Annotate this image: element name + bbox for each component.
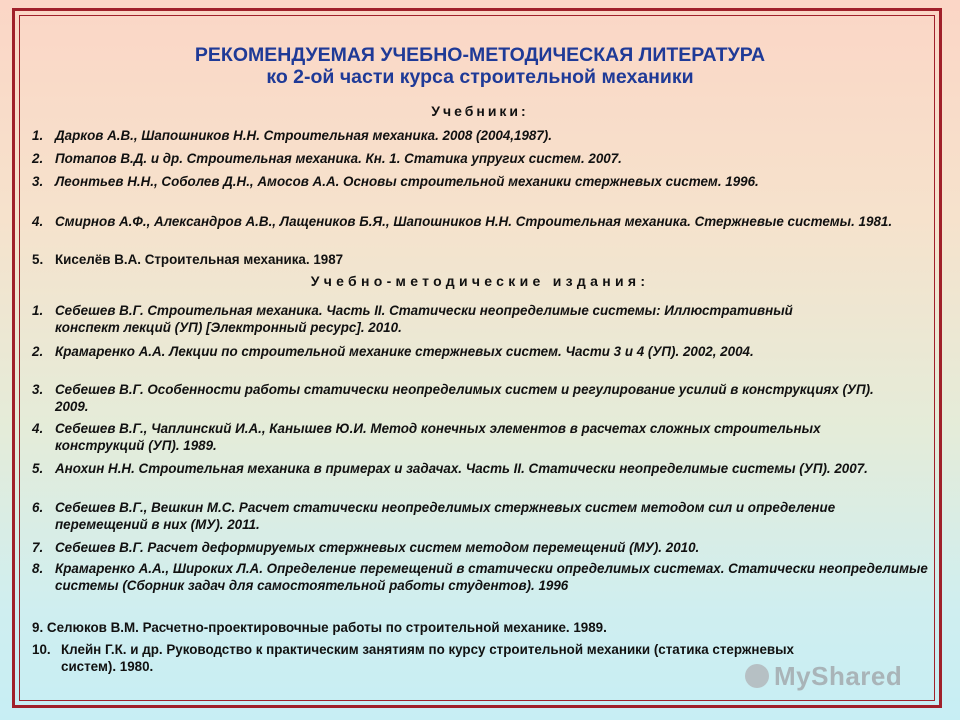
page-title: РЕКОМЕНДУЕМАЯ УЧЕБНО-МЕТОДИЧЕСКАЯ ЛИТЕРАТУРА — [194, 44, 766, 66]
item-number: 9. — [32, 620, 44, 635]
methodical-heading: Учебно-методические издания: — [310, 273, 650, 289]
item-number: 6. — [32, 500, 44, 515]
methodical-item — [32, 420, 912, 454]
item-number: 3. — [32, 382, 44, 397]
item-text: Себешев В.Г. Расчет деформируемых стержневых систем методом перемещений (МУ). 2010. — [55, 540, 700, 555]
item-text: Себешев В.Г., Чаплинский И.А., Канышев Ю.И. Метод конечных элементов в расчетах сложных строительных конструкций (УП). 1989. — [55, 421, 821, 453]
textbooks-heading: Учебники: — [431, 103, 529, 119]
item-number: 7. — [32, 540, 44, 555]
item-text: Смирнов А.Ф., Александров А.В., Лащеников Б.Я., Шапошников Н.Н. Строительная механика. Стержневые системы. 1981. — [55, 214, 893, 229]
watermark: MyShared — [774, 661, 903, 691]
item-number: 8. — [32, 561, 44, 576]
item-number: 10. — [32, 642, 51, 657]
textbook-item — [32, 150, 932, 167]
item-number: 4. — [32, 421, 44, 436]
textbook-item — [32, 173, 852, 190]
item-text: Себешев В.Г., Вешкин М.С. Расчет статически неопределимых стержневых систем методом сил и определение перемещений в них (МУ). 2011. — [55, 500, 836, 532]
methodical-item — [32, 539, 932, 556]
textbook-item — [32, 251, 932, 268]
item-text: Себешев В.Г. Строительная механика. Часть II. Статически неопределимые системы: Иллюстративный конспект лекций (УП) [Электронный ресурс]. 2010. — [55, 303, 793, 335]
methodical-item — [32, 619, 932, 636]
page-subtitle: ко 2-ой части курса строительной механики — [266, 66, 694, 88]
item-text: Дарков А.В., Шапошников Н.Н. Строительная механика. 2008 (2004,1987). — [55, 128, 552, 143]
item-number: 3. — [32, 174, 44, 189]
item-number: 4. — [32, 214, 44, 229]
item-text: Крамаренко А.А., Широких Л.А. Определение перемещений в статически определимых системах. Статически неопределимые системы (Сборник задач для самостоятельной работы студентов). 1996 — [55, 561, 928, 593]
item-number: 5. — [32, 252, 44, 267]
item-text: Себешев В.Г. Особенности работы статически неопределимых систем и регулирование усилий в конструкциях (УП). 2009. — [55, 382, 874, 414]
methodical-item — [32, 302, 852, 336]
item-text: Леонтьев Н.Н., Соболев Д.Н., Амосов А.А. Основы строительной механики стержневых систем. 1996. — [55, 174, 759, 189]
methodical-item — [32, 499, 912, 533]
item-text: Селюков В.М. Расчетно-проектировочные работы по строительной механике. 1989. — [46, 620, 607, 635]
textbook-item — [32, 127, 932, 144]
item-number: 2. — [32, 344, 44, 359]
item-text: Киселёв В.А. Строительная механика. 1987 — [55, 252, 344, 267]
item-text: Крамаренко А.А. Лекции по строительной механике стержневых систем. Части 3 и 4 (УП). 2002, 2004. — [55, 344, 754, 359]
item-number: 1. — [32, 303, 44, 318]
item-number: 1. — [32, 128, 44, 143]
watermark-logo-icon — [745, 664, 769, 688]
item-number: 2. — [32, 151, 44, 166]
item-text: Потапов В.Д. и др. Строительная механика. Кн. 1. Статика упругих систем. 2007. — [55, 151, 622, 166]
methodical-item — [32, 381, 882, 415]
item-text: Клейн Г.К. и др. Руководство к практическим занятиям по курсу строительной механики (статика стержневых систем). 1980. — [61, 642, 795, 674]
methodical-item — [32, 460, 932, 477]
methodical-item — [32, 343, 882, 360]
methodical-item — [32, 641, 852, 675]
item-number: 5. — [32, 461, 44, 476]
item-text: Анохин Н.Н. Строительная механика в примерах и задачах. Часть II. Статически неопределимые системы (УП). 2007. — [55, 461, 868, 476]
methodical-item — [32, 560, 932, 594]
textbook-item — [32, 213, 902, 230]
